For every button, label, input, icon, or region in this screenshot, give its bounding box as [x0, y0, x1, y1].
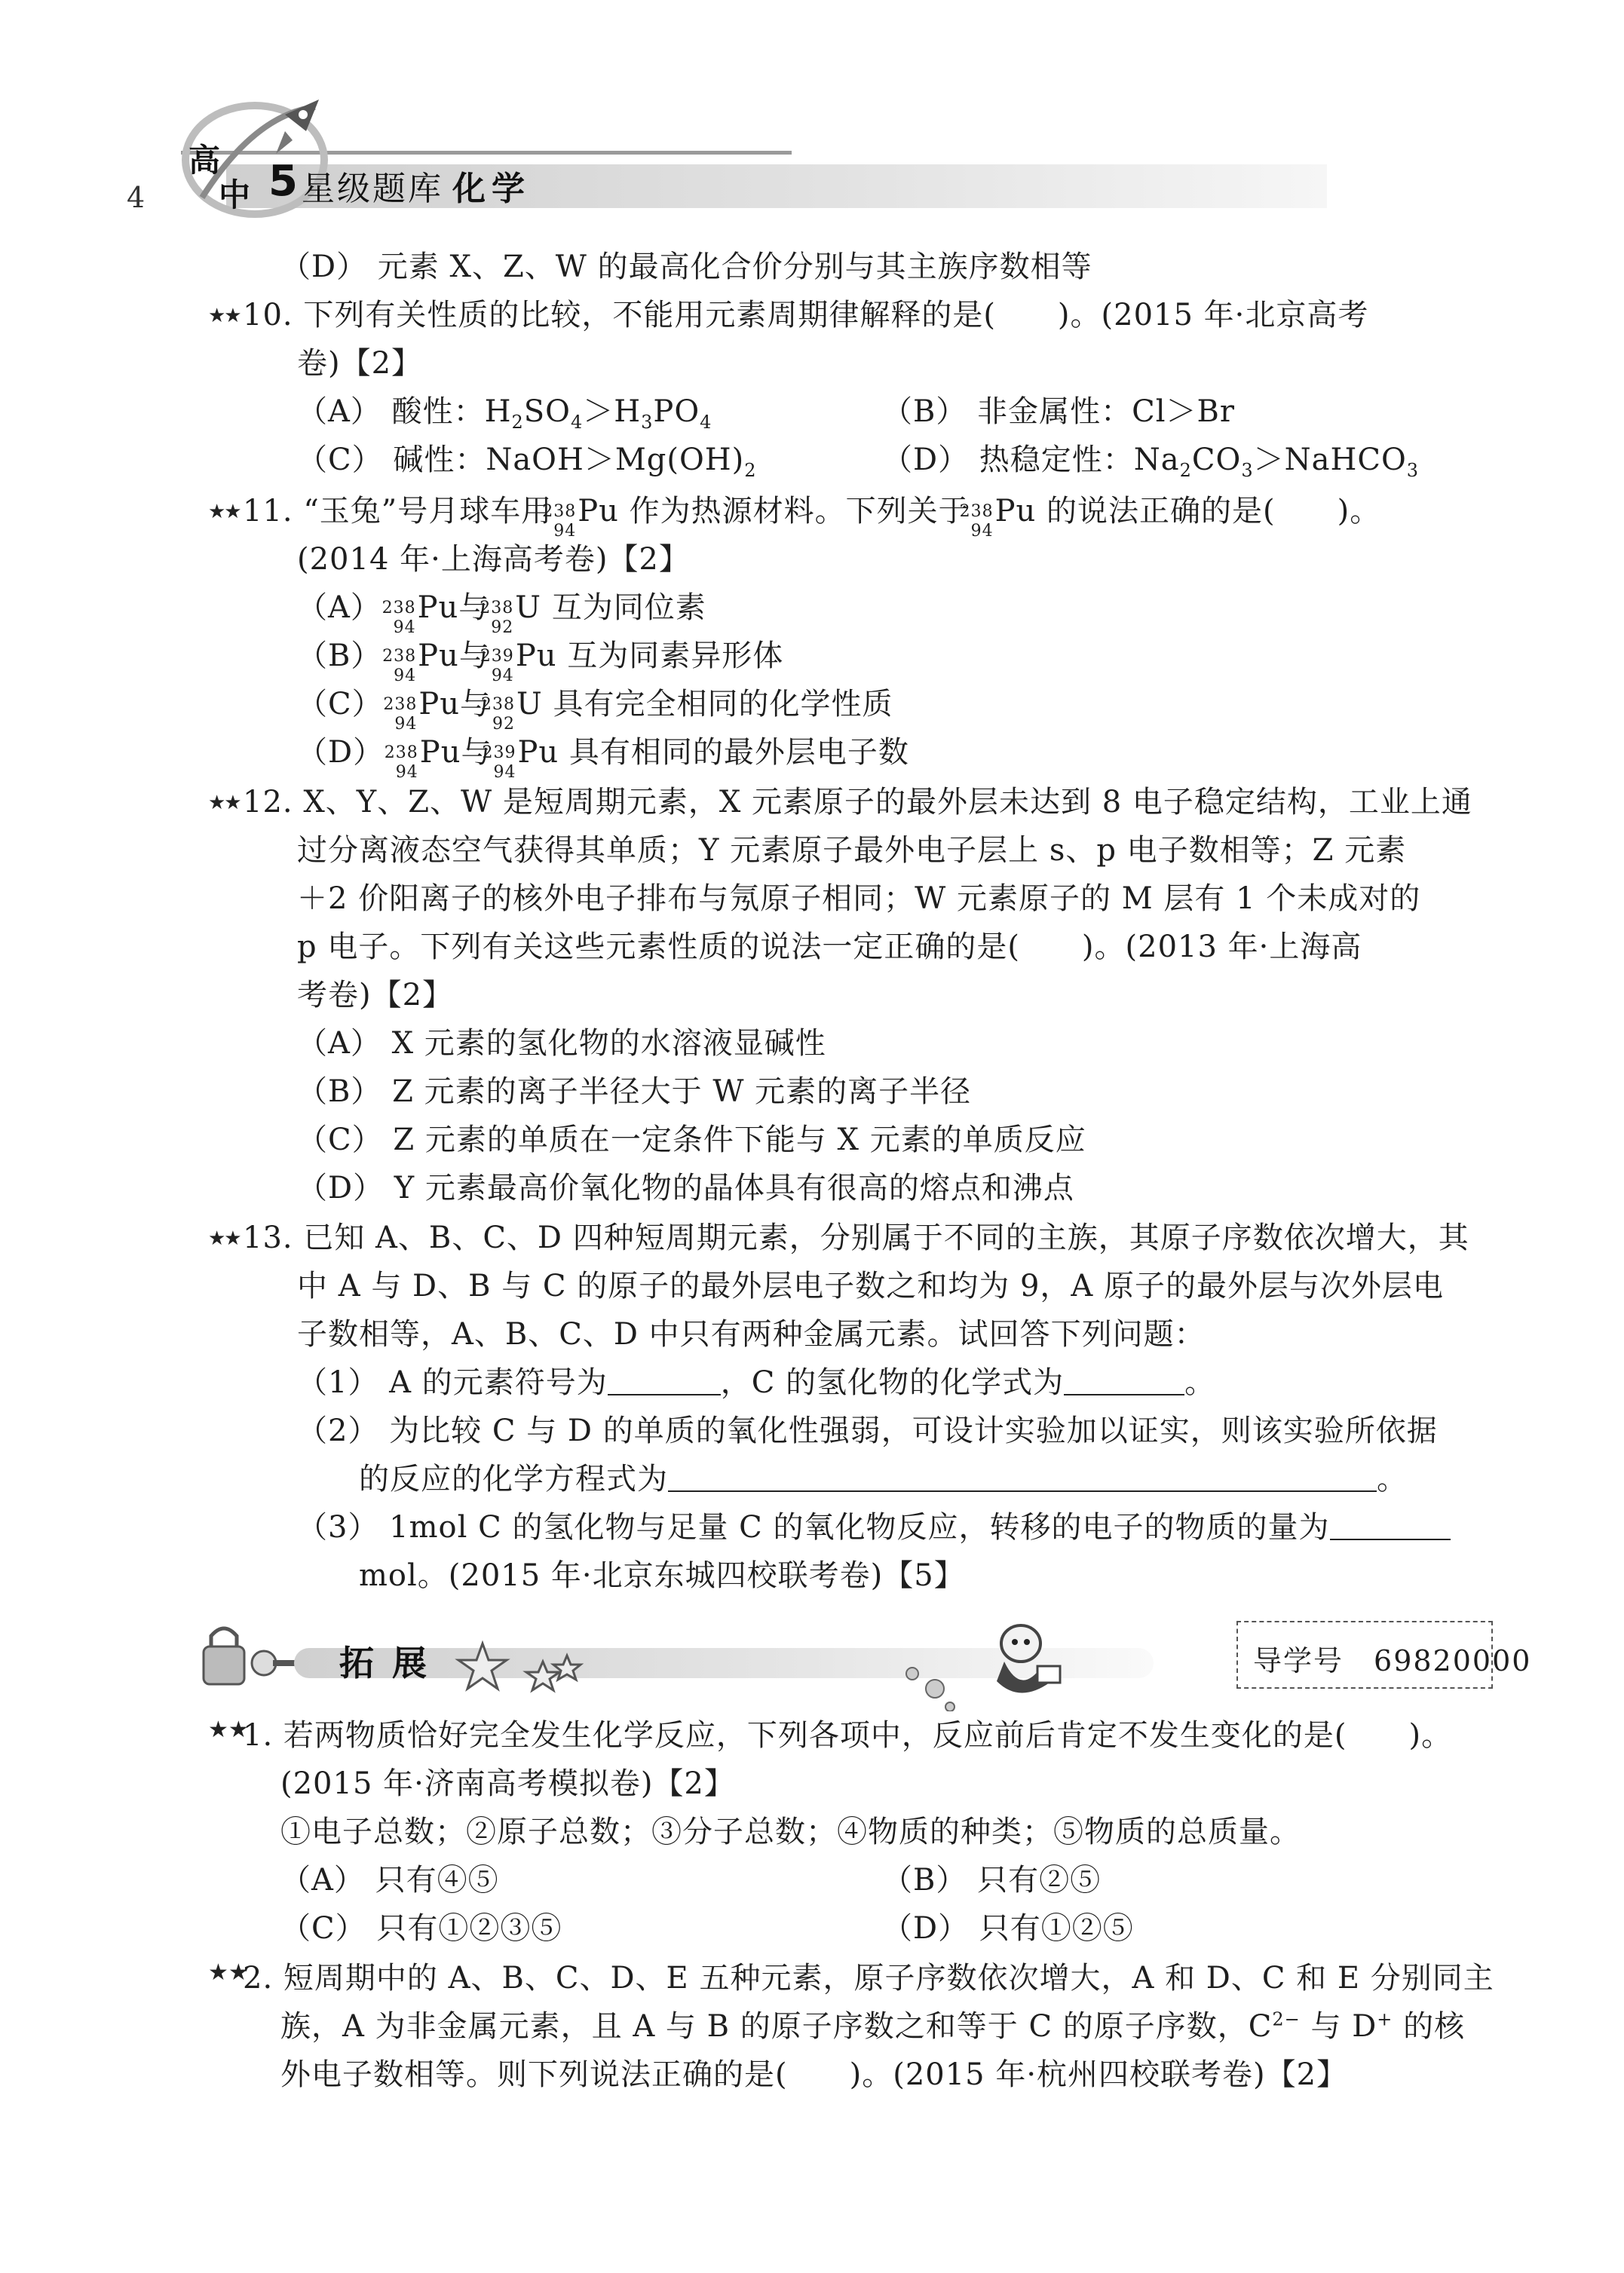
answer-blank[interactable]: [1064, 1367, 1184, 1395]
stars-decoration-icon: [452, 1628, 980, 1711]
q12-option-d: （D） Y 元素最高价氧化物的晶体具有很高的熔点和沸点: [297, 1171, 1074, 1205]
e1-option-c: （C） 只有①②③⑤: [280, 1911, 562, 1946]
q13-part-3-line-2: mol。(2015 年·北京东城四校联考卷)【5】: [359, 1558, 965, 1593]
answer-blank[interactable]: [608, 1367, 721, 1395]
q10-option-c: （C） 碱性：$NaOH>Mg(OH)_2$: [297, 443, 757, 481]
q11-option-b: （B） 238 94 Pu与 239 94 Pu 互为同素异形体: [297, 639, 784, 685]
q12-option-b: （B） Z 元素的离子半径大于 W 元素的离子半径: [297, 1074, 972, 1109]
mascot-icon: [974, 1613, 1072, 1704]
q12-line-4: p 电子。下列有关这些元素性质的说法一定正确的是( )。(2013 年·上海高: [297, 930, 1362, 964]
q12-line-3: ＋2 价阳离子的核外电子排布与氖原子相同；W 元素原子的 M 层有 1 个未成对的: [297, 881, 1421, 916]
page-number: 4: [127, 181, 146, 214]
q13-line-1: 13. 已知 A、B、C、D 四种短周期元素，分别属于不同的主族，其原子序数依次增大，其: [243, 1221, 1469, 1255]
e2-line-2: 族，A 为非金属元素，且 A 与 B 的原子序数之和等于 C 的原子序数，$C^{2-}$ 与 D+ 的核: [280, 2008, 1466, 2044]
subject-name: 化学: [452, 170, 531, 208]
e1-option-d: （D） 只有①②⑤: [882, 1911, 1134, 1946]
lock-key-icon: [181, 1616, 302, 1699]
q10-line-1: 10. 下列有关性质的比较，不能用元素周期律解释的是( )。(2015 年·北京高考: [243, 298, 1369, 332]
q11-stars-icon: ★★: [208, 501, 241, 523]
q13-part-2-line-2: 的反应的化学方程式为 。: [359, 1462, 1408, 1496]
logo-char-gao: 高: [188, 142, 221, 179]
q11-option-d: （D） 238 94 Pu与 239 94 Pu 具有相同的最外层电子数: [297, 735, 909, 782]
q10-line-2: 卷)【2】: [297, 346, 423, 381]
q12-line-2: 过分离液态空气获得其单质；Y 元素原子最外电子层上 s、p 电子数相等；Z 元素: [297, 833, 1407, 868]
logo-char-5: 5: [268, 157, 298, 206]
q11-option-c: （C） 238 94 Pu与 238 92 U 具有完全相同的化学性质: [297, 687, 893, 734]
page-header: [0, 0, 1624, 249]
answer-blank[interactable]: [1330, 1512, 1451, 1540]
q10-option-a: （A） 酸性：$H_2SO_4>H_3PO_4$: [297, 394, 712, 433]
series-title: [302, 161, 531, 210]
q13-part-3-line-1: （3） 1mol C 的氢化物与足量 C 的氧化物反应，转移的电子的物质的量为: [297, 1508, 1451, 1547]
q11-line-2: (2014 年·上海高考卷)【2】: [297, 542, 690, 577]
q12-line-5: 考卷)【2】: [297, 978, 454, 1012]
e2-stars-icon: ★★: [208, 1959, 249, 1986]
q13-part-1: （1） A 的元素符号为 ，C 的氢化物的化学式为 。: [297, 1365, 1216, 1400]
q13-line-3: 子数相等，A、B、C、D 中只有两种金属元素。试回答下列问题：: [297, 1317, 1206, 1352]
e1-option-a: （A） 只有④⑤: [280, 1863, 499, 1898]
q11-line-1: 11. “玉兔”号月球车用 238 94 Pu 作为热源材料。下列关于 238 94 Pu 的说法正确的是( )。: [243, 494, 1381, 541]
q10-option-b: （B） 非金属性：Cl＞Br: [882, 394, 1236, 429]
logo-char-zhong: 中: [219, 176, 251, 213]
q9-option-d: （D） 元素 X、Z、W 的最高化合价分别与其主族序数相等: [280, 250, 1092, 284]
q12-option-a: （A） X 元素的氢化物的水溶液显碱性: [297, 1026, 826, 1061]
q11-option-a: （A） 238 94 Pu与 238 92 U 互为同位素: [297, 590, 706, 637]
q13-line-2: 中 A 与 D、B 与 C 的原子的最外层电子数之和均为 9，A 原子的最外层与次外层电: [297, 1269, 1445, 1303]
q12-stars-icon: ★★: [208, 792, 241, 814]
e1-line-1: 1. 若两物质恰好完全发生化学反应，下列各项中，反应前后肯定不发生变化的是( )。: [243, 1718, 1453, 1753]
e1-option-b: （B） 只有②⑤: [882, 1863, 1102, 1898]
q10-stars-icon: ★★: [208, 305, 241, 327]
e1-line-2: (2015 年·济南高考模拟卷)【2】: [280, 1766, 735, 1801]
e2-line-3: 外电子数相等。则下列说法正确的是( )。(2015 年·杭州四校联考卷)【2】: [280, 2057, 1348, 2092]
e1-stars-icon: ★★: [208, 1717, 249, 1743]
e2-line-1: 2. 短周期中的 A、B、C、D、E 五种元素，原子序数依次增大，A 和 D、C 和 E 分别同主: [243, 1961, 1494, 1996]
e1-line-3: ①电子总数；②原子总数；③分子总数；④物质的种类；⑤物质的总质量。: [280, 1815, 1301, 1849]
q10-option-d: （D） 热稳定性：$Na_2CO_3>NaHCO_3$: [882, 443, 1420, 481]
extension-banner: [181, 1613, 1532, 1711]
series-name: 星级题库: [302, 170, 443, 208]
answer-blank[interactable]: [668, 1463, 1377, 1492]
q13-part-2-line-1: （2） 为比较 C 与 D 的单质的氧化性强弱，可设计实验加以证实，则该实验所依据: [297, 1414, 1438, 1448]
extension-title: 拓展: [339, 1643, 445, 1683]
guide-number: 导学号 69820000: [1253, 1644, 1532, 1677]
q12-line-1: 12. X、Y、Z、W 是短周期元素，X 元素原子的最外层未达到 8 电子稳定结构，工业上通: [243, 785, 1472, 819]
q13-stars-icon: ★★: [208, 1227, 241, 1250]
q12-option-c: （C） Z 元素的单质在一定条件下能与 X 元素的单质反应: [297, 1123, 1086, 1157]
guide-number-box: [1236, 1621, 1532, 1689]
